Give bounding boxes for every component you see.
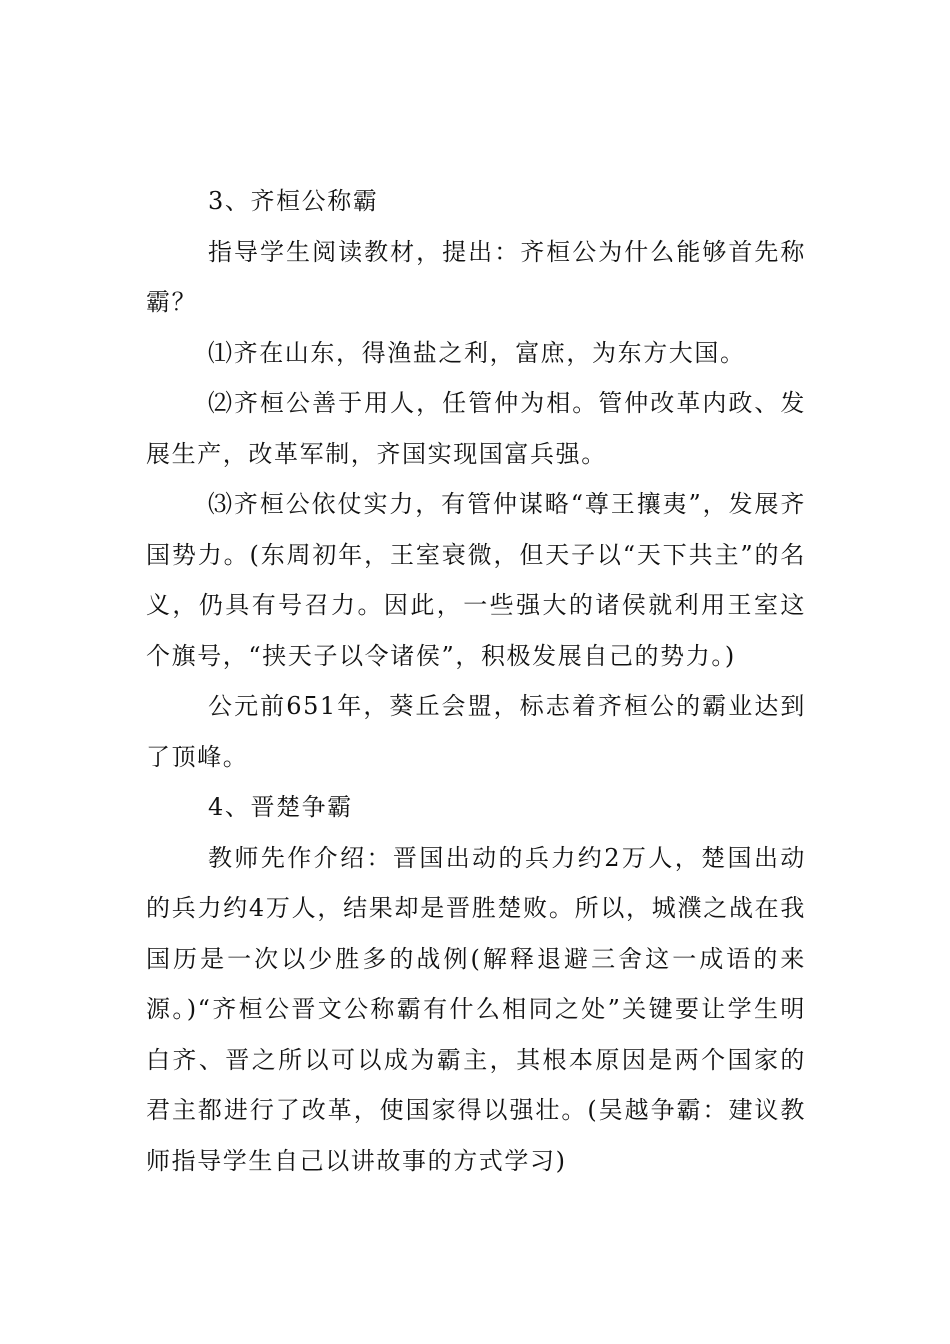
section-heading-jin-chu: 4、晋楚争霸 <box>208 793 353 821</box>
paragraph-point-3: ⑶齐桓公依仗实力，有管仲谋略“尊王攘夷”，发展齐国势力。(东周初年，王室衰微，但天子以“天下共主”的名义，仍具有号召力。因此，一些强大的诸侯就利用王室这个旗号，“挟天子以令诸侯”，积极发展自己的势力。) <box>146 490 806 670</box>
paragraph-guiding-question: 指导学生阅读教材，提出：齐桓公为什么能够首先称霸？ <box>146 237 806 316</box>
paragraph-teacher-intro: 教师先作介绍：晋国出动的兵力约2万人，楚国出动的兵力约4万人，结果却是晋胜楚败。所以，城濮之战在我国历是一次以少胜多的战例(解释退避三舍这一成语的来源。)“齐桓公晋文公称霸有什么相同之处”关键要让学生明白齐、晋之所以可以成为霸主，其根本原因是两个国家的君主都进行了改革，使国家得以强壮。(吴越争霸：建议教师指导学生自己以讲故事的方式学习) <box>146 843 806 1175</box>
paragraph-point-1: ⑴齐在山东，得渔盐之利，富庶，为东方大国。 <box>208 338 746 367</box>
document-body <box>146 176 806 1186</box>
section-heading-qi-huan-gong: 3、齐桓公称霸 <box>208 187 379 215</box>
paragraph-kuiqiu-alliance: 公元前651年，葵丘会盟，标志着齐桓公的霸业达到了顶峰。 <box>146 692 806 771</box>
paragraph-point-2: ⑵齐桓公善于用人，任管仲为相。管仲改革内政、发展生产，改革军制，齐国实现国富兵强。 <box>146 389 806 468</box>
